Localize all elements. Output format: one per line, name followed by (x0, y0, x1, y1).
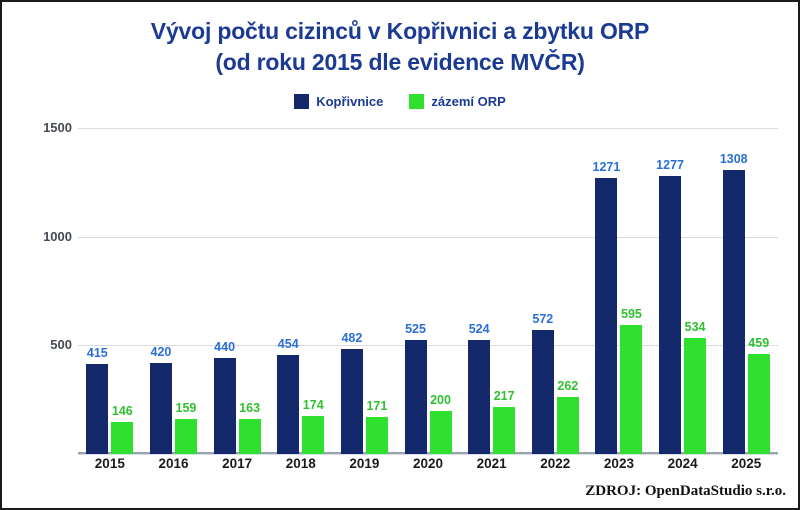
bar (239, 400, 261, 454)
bar-value-label: 415 (86, 345, 108, 360)
bar-value-label: 454 (277, 337, 299, 352)
bar-value-label: 420 (150, 344, 172, 359)
bar (86, 345, 108, 454)
bar-group (396, 128, 460, 454)
bar (405, 321, 427, 454)
x-axis-tick-label: 2017 (222, 456, 253, 471)
bar-group (205, 128, 269, 454)
x-axis-tick-label: 2020 (413, 456, 444, 471)
bar-group (714, 128, 778, 454)
gridline (78, 454, 778, 455)
bar (430, 392, 452, 454)
legend-swatch-kopřivnice (294, 94, 309, 109)
bar-value-label: 524 (468, 322, 490, 337)
y-axis-tick-label: 500 (50, 337, 72, 353)
plot-area (43, 120, 778, 454)
bar (493, 388, 515, 454)
bar-value-label: 1277 (656, 158, 684, 173)
bar (620, 306, 642, 454)
bar-value-label: 200 (430, 392, 451, 407)
bar-value-label: 534 (684, 319, 706, 334)
legend-label-kopřivnice: Kopřivnice (316, 94, 384, 109)
bar-value-label: 159 (175, 401, 197, 416)
bar-group (460, 128, 524, 454)
legend-swatch-zazemi-orp (409, 94, 424, 109)
x-axis-tick-label: 2023 (603, 456, 634, 471)
bar (719, 151, 748, 454)
bar (684, 319, 706, 454)
bar-value-label: 146 (111, 404, 133, 419)
legend-item-kopřivnice (294, 94, 383, 109)
y-axis-tick-label: 1000 (43, 228, 72, 244)
bar-group (269, 128, 333, 454)
x-axis-tick-label: 2018 (285, 456, 316, 471)
bar-value-label: 163 (239, 400, 261, 415)
bar (592, 159, 621, 454)
bar (468, 322, 490, 454)
bar (175, 401, 197, 454)
bar-value-label: 482 (341, 331, 363, 346)
x-axis-tick-label: 2025 (731, 456, 762, 471)
y-axis-tick-label: 1500 (43, 120, 72, 135)
bar (748, 336, 770, 454)
bar-value-label: 171 (366, 398, 388, 413)
chart-legend (2, 94, 798, 109)
bar-group (142, 128, 206, 454)
x-axis-tick-label: 2016 (158, 456, 189, 471)
bar-group (523, 128, 587, 454)
chart-title-line-2: (od roku 2015 dle evidence MVČR) (215, 49, 585, 75)
bar-value-label: 595 (621, 306, 642, 321)
bar (111, 404, 133, 454)
bar (532, 311, 554, 454)
legend-label-zazemi-orp: zázemí ORP (431, 94, 506, 109)
bar-value-label: 262 (557, 379, 579, 394)
bar-value-label: 572 (532, 311, 554, 326)
bar (557, 379, 579, 454)
bar (150, 344, 172, 454)
bar (341, 331, 363, 454)
source-note: ZDROJ: OpenDataStudio s.r.o. (585, 483, 786, 499)
bar-value-label: 525 (405, 321, 426, 336)
bar-series-container (78, 128, 778, 454)
legend-item-zazemi-orp (409, 94, 505, 109)
bar (214, 340, 236, 454)
x-axis-tick-label: 2022 (540, 456, 571, 471)
bar-group (333, 128, 397, 454)
bar-value-label: 459 (748, 336, 770, 351)
x-axis-tick-label: 2015 (94, 456, 125, 471)
x-axis-tick-label: 2019 (349, 456, 380, 471)
bar-value-label: 174 (302, 398, 324, 413)
bar-group (78, 128, 142, 454)
bar (366, 398, 388, 454)
bar-group (651, 128, 715, 454)
x-axis-tick-label: 2021 (476, 456, 507, 471)
bar (656, 158, 684, 454)
chart-title-line-1: Vývoj počtu cizinců v Kopřivnici a zbytku ORP (150, 18, 650, 44)
bar-value-label: 1271 (592, 159, 621, 174)
bar-group (587, 128, 651, 454)
x-axis-labels (78, 456, 778, 471)
x-axis-tick-label: 2024 (667, 456, 698, 471)
chart-title (2, 16, 798, 78)
bar (277, 337, 299, 454)
bar (302, 398, 324, 454)
bar-value-label: 440 (214, 340, 236, 355)
bar-value-label: 217 (493, 388, 515, 403)
bar-value-label: 1308 (719, 151, 748, 166)
